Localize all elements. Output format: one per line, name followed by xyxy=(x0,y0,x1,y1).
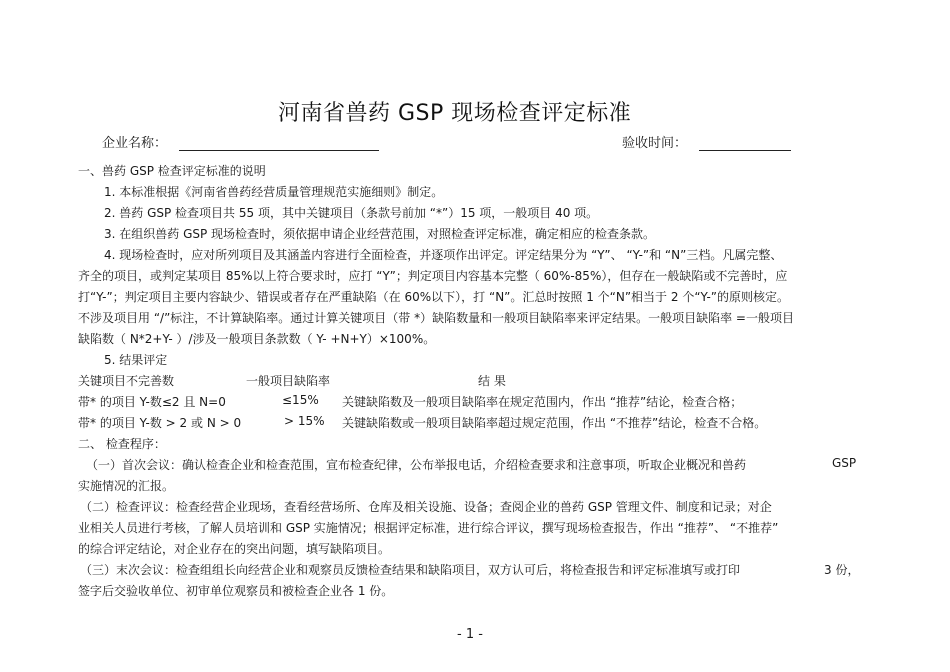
section2-heading: 二、 检查程序： xyxy=(78,437,166,451)
section1-item4-line: 缺陷数（ N*2+Y- ）/涉及一般项目条款数（ Y- +N+Y）×100%。 xyxy=(78,332,436,346)
section2-p3-line: 签字后交验收单位、初审单位观察员和被检查企业各 1 份。 xyxy=(78,584,394,598)
section2-p3-right: 3 份， xyxy=(824,563,860,577)
result-table-header-col1: 关键项目不完善数 xyxy=(78,374,175,388)
page-number: - 1 - xyxy=(457,627,483,642)
section2-p2-line: （二）检查评议：检查经营企业现场，查看经营场所、仓库及相关设施、设备；查阅企业的兽药 GSP 管理文件、制度和记录；对企 xyxy=(80,500,772,514)
section2-p3-line: （三）末次会议：检查组组长向经营企业和观察员反馈检查结果和缺陷项目，双方认可后，将检查报告和评定标准填写或打印 xyxy=(80,563,741,577)
section1-item2: 2. 兽药 GSP 检查项目共 55 项，其中关键项目（条款号前加 “*”）15 项，一般项目 40 项。 xyxy=(104,206,599,220)
section1-item4-line: 4. 现场检查时，应对所列项目及其涵盖内容进行全面检查，并逐项作出评定。评定结果分为 “Y”、 “Y-”和 “N”三档。凡属完整、 xyxy=(104,248,783,262)
result-table-header-col3: 结 果 xyxy=(478,374,506,388)
company-name-blank xyxy=(179,136,379,151)
section1-item5: 5. 结果评定 xyxy=(104,353,168,367)
result-table-header-col2: 一般项目缺陷率 xyxy=(246,374,331,388)
section1-item1: 1. 本标准根据《河南省兽药经营质量管理规范实施细则》制定。 xyxy=(104,185,444,199)
result-table-row2-col1: 带* 的项目 Y-数 > 2 或 N > 0 xyxy=(78,416,242,430)
result-table-row2-col2: > 15% xyxy=(284,414,325,428)
section1-item4-line: 齐全的项目，或判定某项目 85%以上符合要求时，应打 “Y”；判定项目内容基本完整（ 60%-85%），但存在一般缺陷或不完善时，应 xyxy=(78,269,788,283)
result-table-row1-col1: 带* 的项目 Y-数≤2 且 N=0 xyxy=(78,395,226,409)
section2-p1-right: GSP xyxy=(832,456,857,470)
acceptance-time-row xyxy=(622,132,791,151)
company-name-label: 企业名称： xyxy=(102,136,168,151)
page-title: 河南省兽药 GSP 现场检查评定标准 xyxy=(278,101,632,126)
result-table-row2-col3: 关键缺陷数或一般项目缺陷率超过规定范围，作出 “不推荐”结论，检查不合格。 xyxy=(342,416,767,430)
section2-p1-line: （一）首次会议：确认检查企业和检查范围，宣布检查纪律，公布举报电话，介绍检查要求和注意事项，听取企业概况和兽药 xyxy=(86,458,747,472)
section2-p2-line: 的综合评定结论，对企业存在的突出问题，填写缺陷项目。 xyxy=(78,542,391,556)
section1-item4-line: 不涉及项目用 “/”标注，不计算缺陷率。通过计算关键项目（带 *）缺陷数量和一般项目缺陷率来评定结果。一般项目缺陷率 =一般项目 xyxy=(78,311,794,325)
result-table-row1-col2: ≤15% xyxy=(282,393,319,407)
section1-item4-line: 打“Y-”；判定项目主要内容缺少、错误或者存在严重缺陷（在 60%以下），打 “N”。汇总时按照 1 个“N”相当于 2 个“Y-”的原则核定。 xyxy=(78,290,789,304)
section2-p2-line: 业相关人员进行考核，了解人员培训和 GSP 实施情况；根据评定标准，进行综合评议，撰写现场检查报告，作出 “推荐”、 “不推荐” xyxy=(78,521,779,535)
section2-p1-line: 实施情况的汇报。 xyxy=(78,479,175,493)
acceptance-time-label: 验收时间： xyxy=(622,136,688,151)
acceptance-time-blank xyxy=(699,136,791,151)
company-name-row xyxy=(102,132,379,151)
result-table-row1-col3: 关键缺陷数及一般项目缺陷率在规定范围内，作出 “推荐”结论，检查合格； xyxy=(342,395,743,409)
section1-item3: 3. 在组织兽药 GSP 现场检查时，须依据申请企业经营范围，对照检查评定标准，确定相应的检查条款。 xyxy=(104,227,656,241)
section1-heading: 一、兽药 GSP 检查评定标准的说明 xyxy=(78,164,266,178)
